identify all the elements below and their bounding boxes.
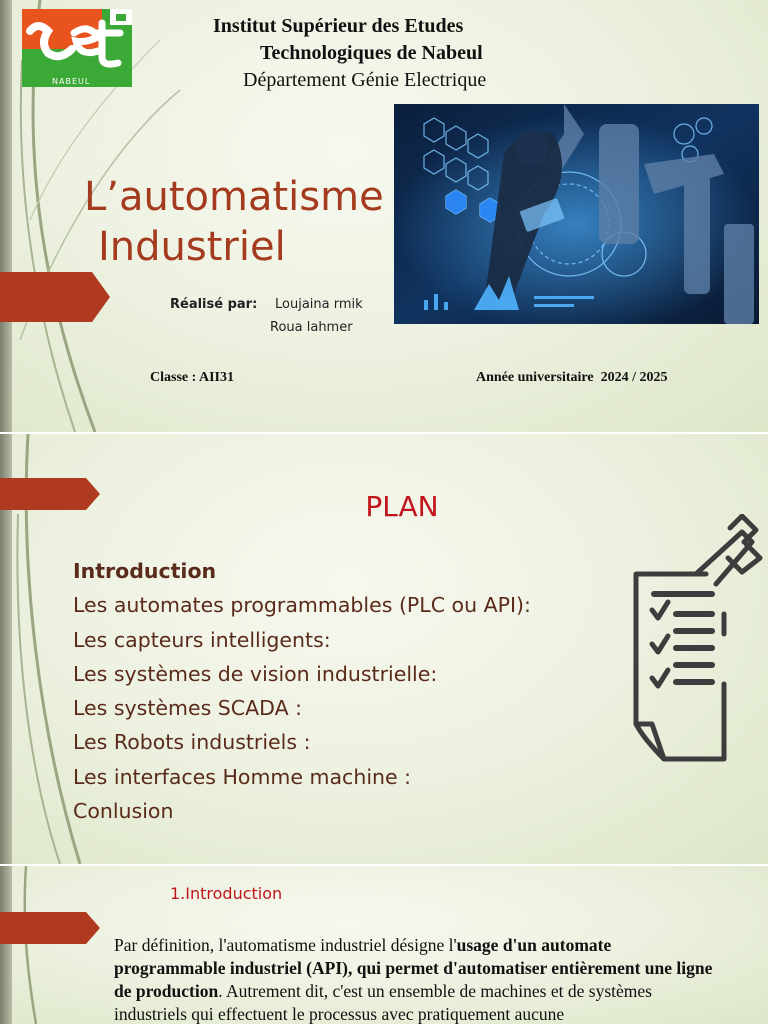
institute-name-line1: Institut Supérieur des Etudes bbox=[213, 15, 464, 37]
list-item: Les capteurs intelligents: bbox=[73, 627, 331, 652]
author-name-2: Roua lahmer bbox=[270, 320, 353, 335]
list-item: Conlusion bbox=[73, 799, 174, 824]
list-item: Les interfaces Homme machine : bbox=[73, 764, 412, 789]
plan-slide bbox=[0, 434, 768, 864]
author-name-1: Loujaina rmik bbox=[275, 297, 363, 312]
department-name: Département Génie Electrique bbox=[243, 69, 487, 91]
list-item: Les Robots industriels : bbox=[73, 730, 311, 755]
list-item: Les systèmes de vision industrielle: bbox=[73, 661, 438, 686]
section-arrow-decor bbox=[0, 272, 110, 322]
introduction-paragraph: Par définition, l'automatisme industriel désigne l'usage d'un automate programmable industriel (API), qui permet d'automatiser entièrement une ligne de production. Autrement dit, c'est un ensemble de machines et de systèmes industriels qui effectuent le processus avec pratiquement aucune bbox=[114, 935, 713, 1024]
plan-list bbox=[50, 554, 531, 828]
authors-label: Réalisé par: bbox=[170, 297, 258, 312]
presentation-title-line2: Industriel bbox=[98, 224, 286, 270]
list-item: Les systèmes SCADA : bbox=[73, 696, 303, 721]
plan-heading: PLAN bbox=[365, 490, 439, 523]
presentation-title-line1: L’automatisme bbox=[84, 174, 384, 220]
iset-logo bbox=[22, 9, 132, 87]
title-slide bbox=[0, 0, 768, 432]
section-arrow-decor bbox=[0, 912, 100, 944]
list-item: Introduction bbox=[73, 559, 217, 583]
industrial-robot-photo bbox=[394, 104, 759, 324]
institute-name-line2: Technologiques de Nabeul bbox=[260, 42, 483, 64]
list-item: Les automates programmables (PLC ou API): bbox=[73, 593, 531, 618]
logo-caption: NABEUL bbox=[52, 77, 91, 86]
stem-decoration bbox=[0, 866, 80, 1024]
academic-year: Année universitaire 2024 / 2025 bbox=[476, 370, 668, 385]
checklist-clipboard-icon bbox=[624, 514, 764, 769]
class-label: Classe : AII31 bbox=[150, 370, 235, 385]
introduction-slide bbox=[0, 866, 768, 1024]
section-heading: 1.Introduction bbox=[170, 884, 283, 903]
